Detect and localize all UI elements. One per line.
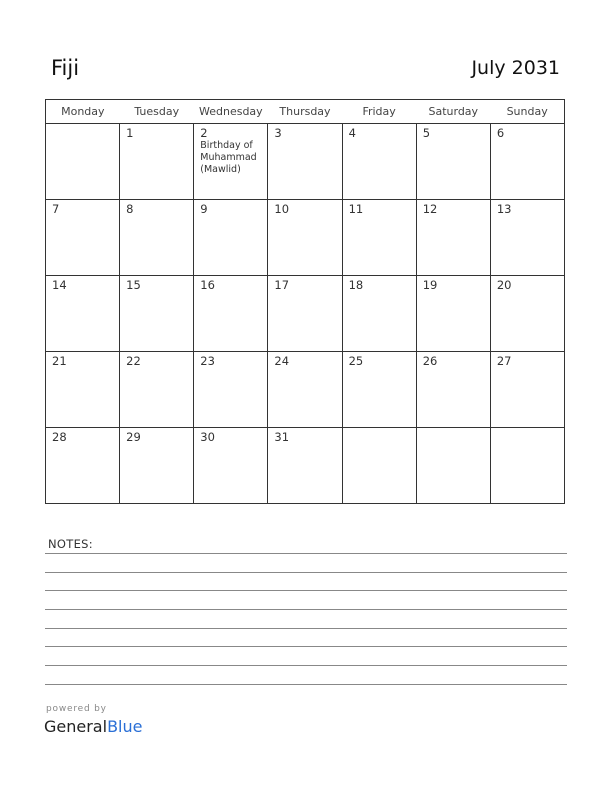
day-cell bbox=[194, 276, 268, 352]
month-year-title: July 2031 bbox=[471, 57, 560, 79]
weekday-sunday: Sunday bbox=[490, 100, 564, 124]
weekday-saturday: Saturday bbox=[416, 100, 490, 124]
brand-part-blue: Blue bbox=[107, 717, 143, 736]
day-cell bbox=[490, 200, 564, 276]
day-cell bbox=[120, 200, 194, 276]
day-number: 1 bbox=[126, 126, 134, 140]
note-line bbox=[45, 553, 567, 554]
week-row bbox=[46, 428, 565, 504]
day-cell bbox=[120, 352, 194, 428]
day-number: 23 bbox=[200, 354, 215, 368]
note-line bbox=[45, 609, 567, 610]
powered-by-text: powered by bbox=[46, 704, 107, 714]
country-title: Fiji bbox=[51, 56, 80, 80]
day-number: 26 bbox=[422, 354, 438, 368]
day-number: 22 bbox=[126, 354, 141, 368]
generalblue-logo[interactable] bbox=[44, 717, 142, 736]
weekday-thursday: Thursday bbox=[268, 100, 342, 124]
day-number: 27 bbox=[496, 354, 512, 368]
day-number: 17 bbox=[274, 278, 290, 292]
empty-day-cell bbox=[46, 124, 120, 200]
day-cell bbox=[120, 428, 194, 504]
note-line bbox=[45, 628, 567, 629]
day-cell bbox=[120, 276, 194, 352]
day-cell bbox=[194, 124, 268, 200]
day-number: 31 bbox=[274, 430, 290, 444]
day-number: 19 bbox=[422, 278, 438, 292]
day-cell bbox=[416, 124, 490, 200]
day-number: 30 bbox=[200, 430, 215, 444]
week-row bbox=[46, 352, 565, 428]
note-line bbox=[45, 665, 567, 666]
brand-part-general: General bbox=[44, 717, 108, 736]
day-cell bbox=[416, 276, 490, 352]
day-number: 29 bbox=[126, 430, 141, 444]
day-number: 18 bbox=[348, 278, 364, 292]
day-number: 8 bbox=[126, 202, 134, 216]
day-number: 16 bbox=[200, 278, 215, 292]
day-cell bbox=[268, 276, 342, 352]
weekday-monday: Monday bbox=[46, 100, 120, 124]
day-number: 10 bbox=[274, 202, 290, 216]
day-cell bbox=[416, 352, 490, 428]
day-number: 13 bbox=[496, 202, 512, 216]
day-cell bbox=[416, 200, 490, 276]
day-cell bbox=[490, 352, 564, 428]
day-number: 20 bbox=[496, 278, 512, 292]
day-cell bbox=[342, 200, 416, 276]
day-number: 14 bbox=[52, 278, 67, 292]
note-line bbox=[45, 646, 567, 647]
notes-label: NOTES: bbox=[48, 537, 93, 551]
calendar-grid bbox=[45, 99, 565, 504]
day-cell bbox=[194, 428, 268, 504]
week-row bbox=[46, 200, 565, 276]
day-cell bbox=[46, 200, 120, 276]
day-cell bbox=[342, 276, 416, 352]
day-number: 24 bbox=[274, 354, 290, 368]
holiday-event: Birthday of Muhammad (Mawlid) bbox=[200, 140, 257, 175]
day-cell bbox=[194, 200, 268, 276]
weekday-wednesday: Wednesday bbox=[194, 100, 268, 124]
weekday-tuesday: Tuesday bbox=[120, 100, 194, 124]
day-cell bbox=[194, 352, 268, 428]
weekday-friday: Friday bbox=[342, 100, 416, 124]
empty-day-cell bbox=[490, 428, 564, 504]
day-number: 9 bbox=[200, 202, 208, 216]
day-number: 12 bbox=[422, 202, 438, 216]
calendar-body bbox=[46, 124, 565, 504]
day-number: 15 bbox=[126, 278, 141, 292]
day-cell bbox=[268, 200, 342, 276]
day-cell bbox=[268, 352, 342, 428]
day-cell bbox=[268, 124, 342, 200]
day-number: 7 bbox=[52, 202, 60, 216]
day-number: 2 bbox=[200, 126, 208, 140]
day-cell bbox=[46, 276, 120, 352]
day-cell bbox=[342, 352, 416, 428]
day-cell bbox=[490, 124, 564, 200]
weekday-header-row bbox=[46, 100, 565, 124]
day-cell bbox=[46, 352, 120, 428]
day-number: 11 bbox=[348, 202, 364, 216]
note-line bbox=[45, 590, 567, 591]
day-cell bbox=[268, 428, 342, 504]
day-cell bbox=[120, 124, 194, 200]
day-number: 6 bbox=[496, 126, 505, 140]
day-number: 4 bbox=[348, 126, 356, 140]
day-number: 21 bbox=[52, 354, 67, 368]
note-line bbox=[45, 684, 567, 685]
day-cell bbox=[490, 276, 564, 352]
week-row bbox=[46, 124, 565, 200]
day-number: 28 bbox=[52, 430, 67, 444]
day-cell bbox=[342, 124, 416, 200]
day-number: 3 bbox=[274, 126, 282, 140]
week-row bbox=[46, 276, 565, 352]
empty-day-cell bbox=[416, 428, 490, 504]
day-number: 25 bbox=[348, 354, 364, 368]
empty-day-cell bbox=[342, 428, 416, 504]
day-cell bbox=[46, 428, 120, 504]
day-number: 5 bbox=[422, 126, 431, 140]
note-line bbox=[45, 572, 567, 573]
